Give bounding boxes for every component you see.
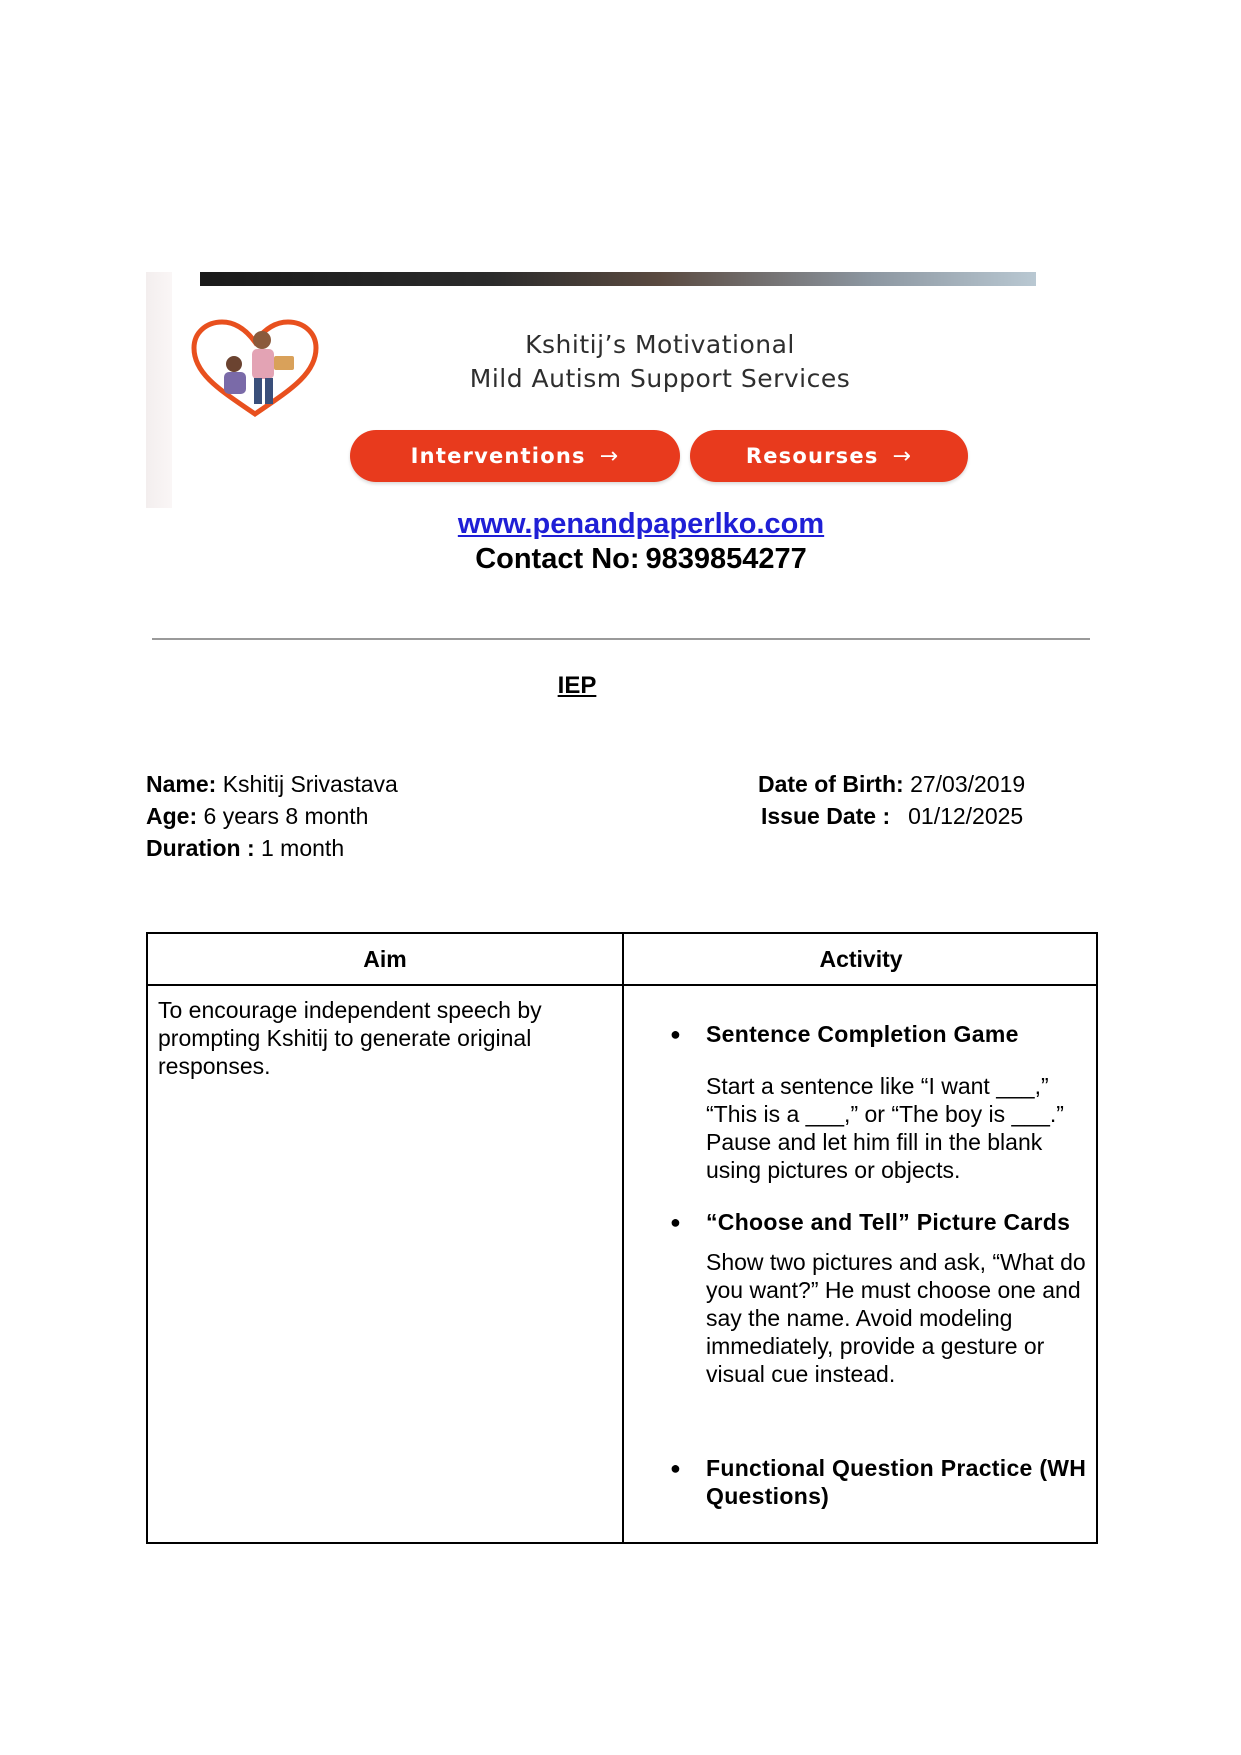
header-divider	[148, 984, 1096, 986]
resources-button[interactable]	[690, 430, 968, 482]
horizontal-divider	[152, 638, 1090, 640]
arrow-right-icon: →	[892, 443, 913, 469]
dob-row	[758, 768, 1025, 800]
age-row	[146, 800, 398, 832]
arrow-right-icon: →	[599, 443, 620, 469]
column-divider	[622, 934, 624, 1542]
iep-table	[146, 932, 1098, 1544]
table-header-activity: Activity	[819, 946, 903, 972]
student-info-left	[146, 768, 398, 864]
age-value: 6 years 8 month	[203, 803, 369, 829]
dob-value: 27/03/2019	[910, 771, 1026, 797]
banner-title-line-2: Mild Autism Support Services	[469, 364, 851, 393]
name-row	[146, 768, 398, 800]
issue-date-row	[758, 800, 1025, 832]
interventions-button[interactable]	[350, 430, 680, 482]
interventions-button-label: Interventions	[410, 444, 586, 468]
student-info-right	[758, 768, 1025, 832]
name-value: Kshitij Srivastava	[222, 771, 398, 797]
banner-title-line-1: Kshitij’s Motivational	[525, 330, 795, 359]
table-header-aim: Aim	[363, 946, 407, 972]
contact-value: 9839854277	[645, 543, 807, 575]
resources-button-label: Resourses	[745, 444, 879, 468]
issue-date-label: Issue Date :	[761, 803, 891, 829]
activity-title: “Choose and Tell” Picture Cards	[706, 1209, 1071, 1235]
activity-description: Start a sentence like “I want ___,” “This is a ___,” or “The boy is ___.” Pause and let him fill in the blank using pictures or objects.	[706, 1073, 1064, 1183]
name-label: Name:	[146, 771, 217, 797]
duration-label: Duration :	[146, 835, 255, 861]
document-title: IEP	[557, 672, 597, 699]
banner-title	[380, 328, 940, 396]
duration-row	[146, 832, 398, 864]
contact-label: Contact No:	[475, 543, 640, 575]
contact-number	[0, 543, 1241, 576]
heart-logo-icon	[190, 318, 320, 418]
bullet-icon: ●	[670, 1458, 681, 1478]
duration-value: 1 month	[261, 835, 345, 861]
aim-cell: To encourage independent speech by prompting Kshitij to generate original responses.	[158, 997, 542, 1079]
activity-title: Sentence Completion Game	[706, 1021, 1019, 1047]
age-label: Age:	[146, 803, 198, 829]
website-link[interactable]: www.penandpaperlko.com	[457, 508, 825, 540]
banner-top-bar	[200, 272, 1036, 286]
activity-title: Functional Question Practice (WH Questions)	[706, 1455, 1087, 1509]
issue-date-value: 01/12/2025	[908, 803, 1024, 829]
banner-left-strip	[146, 272, 172, 508]
bullet-icon: ●	[670, 1024, 681, 1044]
bullet-icon: ●	[670, 1212, 681, 1232]
dob-label: Date of Birth:	[758, 771, 904, 797]
activity-description: Show two pictures and ask, “What do you want?” He must choose one and say the name. Avoid modeling immediately, provide a gesture or visual cue instead.	[706, 1249, 1086, 1387]
